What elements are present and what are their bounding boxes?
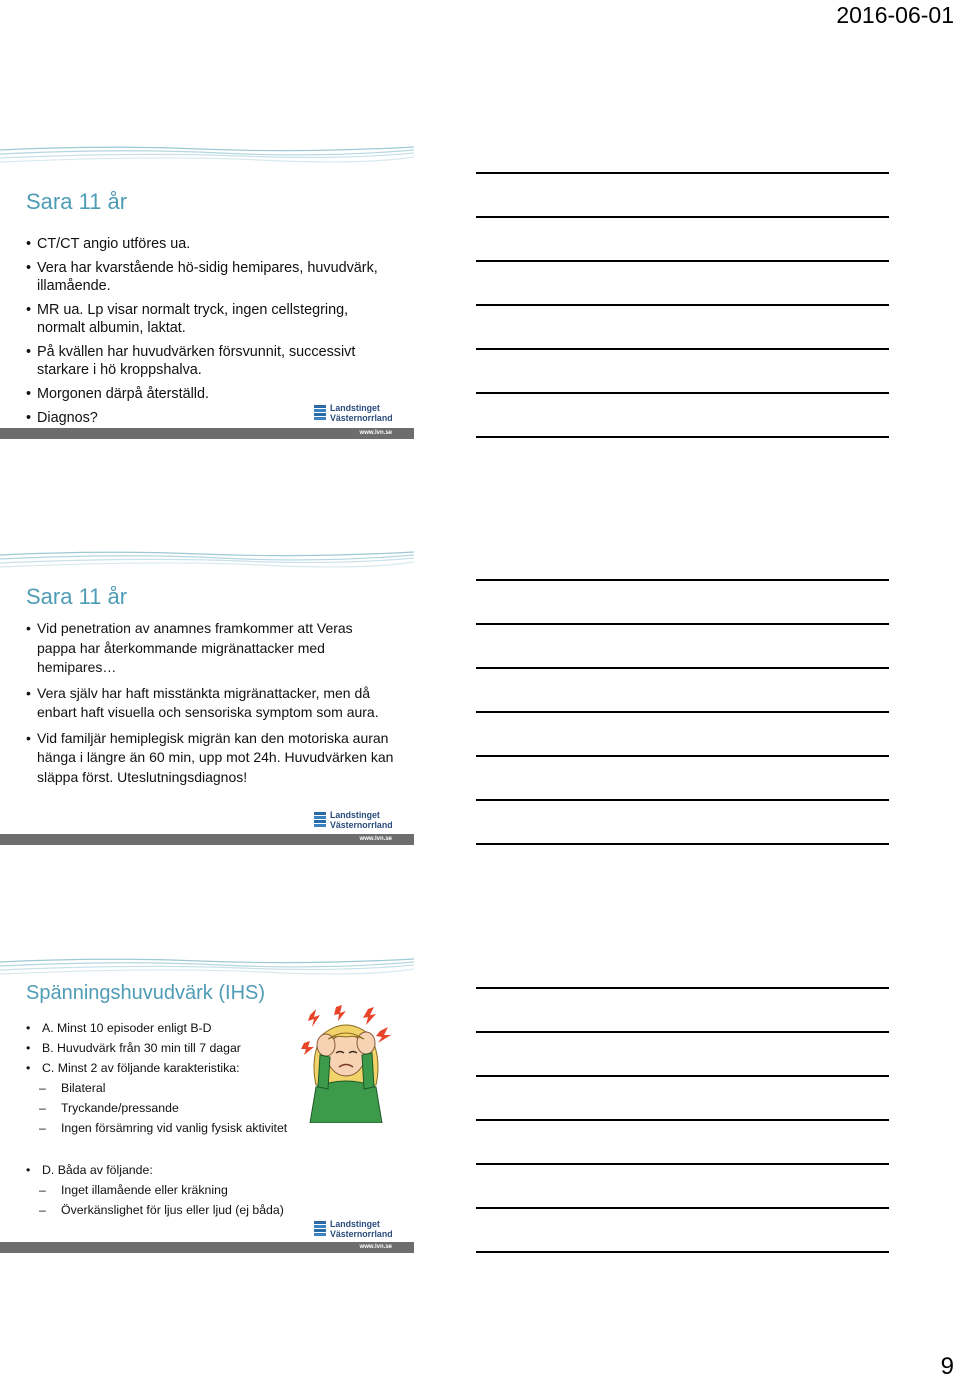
slide-title: Sara 11 år — [26, 189, 128, 214]
logo-mark-icon — [314, 1221, 326, 1237]
footer-url: www.lvn.se — [359, 1244, 392, 1250]
slide-3 — [0, 955, 414, 1255]
note-line — [476, 987, 889, 989]
note-line — [476, 1163, 889, 1165]
sub-list-item: – Tryckande/pressande — [39, 1099, 296, 1117]
note-line — [476, 392, 889, 394]
footer-bar — [0, 834, 414, 845]
footer-bar — [0, 1242, 414, 1253]
sub-list-item: – Ingen försämring vid vanlig fysisk aktivitet — [39, 1119, 296, 1137]
note-line — [476, 216, 889, 218]
list-item: • Vid familjär hemiplegisk migrän kan den motoriska auran hänga i längre än 60 min, upp mot 24h. Huvudvärken kan släppa först. Uteslutningsdiagnos! — [26, 729, 394, 788]
print-date: 2016-06-01 — [836, 2, 954, 28]
slide-1 — [0, 143, 414, 439]
landstinget-logo — [314, 810, 394, 832]
logo-text-line1: Landstinget — [330, 810, 380, 820]
logo-text-line2: Västernorrland — [330, 413, 393, 423]
sub-list-item: – Överkänslighet för ljus eller ljud (ej båda) — [39, 1201, 296, 1219]
sub-list-item: – Inget illamående eller kräkning — [39, 1181, 296, 1199]
list-item: • På kvällen har huvudvärken försvunnit, successivt starkare i hö kroppshalva. — [26, 343, 386, 379]
logo-mark-icon — [314, 812, 326, 828]
landstinget-logo — [314, 403, 394, 425]
slide-2 — [0, 548, 414, 846]
list-item: • Vera själv har haft misstänkta migränattacker, men då enbart haft visuella och sensoriska symptom som aura. — [26, 684, 394, 723]
footer-url: www.lvn.se — [359, 836, 392, 842]
list-item: • Vera har kvarstående hö-sidig hemipares, huvudvärk, illamående. — [26, 259, 386, 295]
note-line — [476, 755, 889, 757]
list-item-label: C. Minst 2 av följande karakteristika: — [42, 1061, 240, 1075]
list-item-label: D. Båda av följande: — [42, 1163, 153, 1177]
note-line — [476, 348, 889, 350]
list-item: • Vid penetration av anamnes framkommer att Veras pappa har återkommande migränattacker med hemipares… — [26, 619, 394, 678]
list-item: • Morgonen därpå återställd. — [26, 385, 386, 403]
sub-list — [42, 1181, 296, 1219]
bullet-list — [26, 619, 394, 793]
note-line — [476, 711, 889, 713]
note-line — [476, 304, 889, 306]
note-line — [476, 799, 889, 801]
list-item: • CT/CT angio utföres ua. — [26, 235, 386, 253]
list-item — [26, 1161, 296, 1219]
note-line — [476, 172, 889, 174]
slide-decoration-lines — [0, 955, 414, 981]
note-line — [476, 1207, 889, 1209]
landstinget-logo — [314, 1219, 394, 1241]
note-line — [476, 667, 889, 669]
note-line — [476, 436, 889, 438]
list-item — [26, 1059, 296, 1137]
logo-text-line1: Landstinget — [330, 1219, 380, 1229]
list-item: • Diagnos? — [26, 409, 386, 427]
note-line — [476, 1251, 889, 1253]
sub-list — [42, 1079, 296, 1137]
logo-text-line2: Västernorrland — [330, 820, 393, 830]
list-item: • MR ua. Lp visar normalt tryck, ingen cellstegring, normalt albumin, laktat. — [26, 301, 386, 337]
note-line — [476, 579, 889, 581]
slide-title: Spänningshuvudvärk (IHS) — [26, 982, 266, 1004]
girl-with-headache-icon — [296, 1005, 396, 1123]
bullet-list — [26, 1019, 296, 1221]
note-line — [476, 843, 889, 845]
note-line — [476, 623, 889, 625]
slide-title: Sara 11 år — [26, 584, 128, 609]
logo-mark-icon — [314, 405, 326, 421]
logo-text-line1: Landstinget — [330, 403, 380, 413]
footer-bar — [0, 428, 414, 439]
note-line — [476, 1119, 889, 1121]
list-item: • B. Huvudvärk från 30 min till 7 dagar — [26, 1039, 296, 1057]
note-line — [476, 1031, 889, 1033]
note-line — [476, 260, 889, 262]
list-item: • A. Minst 10 episoder enligt B-D — [26, 1019, 296, 1037]
slide-decoration-lines — [0, 548, 414, 574]
page-number: 9 — [940, 1353, 954, 1380]
logo-text-line2: Västernorrland — [330, 1229, 393, 1239]
footer-url: www.lvn.se — [359, 430, 392, 436]
slide-decoration-lines — [0, 143, 414, 169]
note-line — [476, 1075, 889, 1077]
sub-list-item: – Bilateral — [39, 1079, 296, 1097]
